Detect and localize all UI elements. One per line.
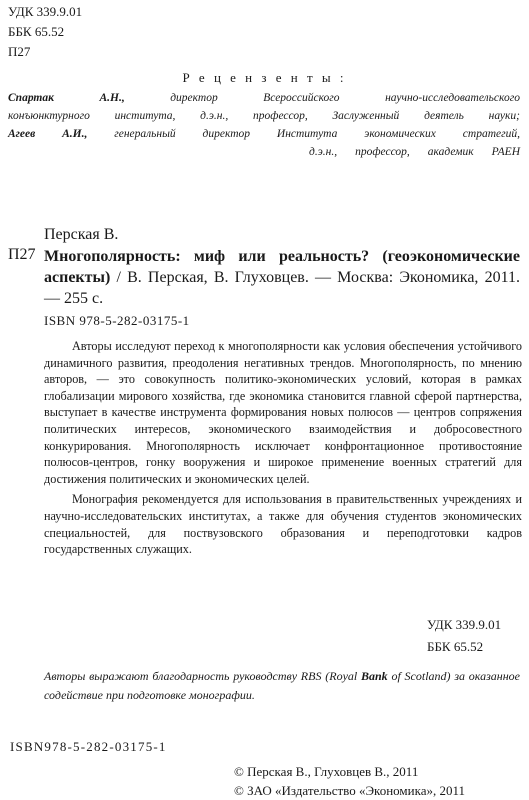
- reviewer-line-2: [8, 110, 520, 122]
- book-publication-info: / В. Перская, В. Глуховцев. — Москва: Экономика, 2011. — 255 с.: [44, 269, 520, 307]
- acknowledgement-text: of Scotland) за оказанное содействие при подготовке монографии.: [44, 669, 521, 702]
- udk-code: УДК 339.9.01: [8, 4, 83, 19]
- reviewer-word: академик: [427, 146, 474, 158]
- reviewer-word: Заслуженный: [332, 110, 400, 122]
- reviewers-heading: Р е ц е н з е н т ы :: [182, 70, 347, 85]
- reviewer-word: д.э.н.,: [309, 146, 338, 158]
- reviewer-word: конъюнктурного: [8, 110, 90, 122]
- book-author: Перская В.: [44, 226, 119, 243]
- abstract: [44, 338, 522, 558]
- author-mark: П27: [8, 44, 31, 59]
- bibliographic-codes-right: [427, 614, 501, 658]
- reviewer-word: экономических: [364, 128, 436, 140]
- book-isbn: ISBN 978-5-282-03175-1: [44, 313, 190, 328]
- acknowledgement: [44, 667, 520, 705]
- abstract-paragraph-1: Авторы исследуют переход к многополярности как условия обеспечения устойчивого динамичного развития, преодоления негативных трендов. Многополярность, по мнению авторов, — это совокупность политико-экономических условий, которая в рамках глобализации мирового хозяйства, где экономика становится главной сферой партнерства, выступает в качестве инструмента формирования новых полюсов — центров сопряжения политических интересов, экономического взаимодействия и добросовестного конкурирования. Многополярность исключает конфронтационное противостояние полюсов-центров, гонку вооружения и широкое применение военных стратегий для достижения политических и экономических целей.: [44, 339, 522, 486]
- reviewer-word: директор: [202, 128, 251, 140]
- copyright-authors: © Перская В., Глуховцев В., 2011: [234, 764, 419, 779]
- bibliographic-codes: [8, 2, 82, 62]
- reviewer-word: РАЕН: [491, 146, 520, 158]
- reviewer-word: А.Н.,: [99, 92, 125, 104]
- reviewer-word: научно-исследовательского: [385, 92, 520, 104]
- reviewer-word: Агеев: [8, 128, 36, 140]
- reviewer-word: А.И.,: [62, 128, 88, 140]
- acknowledgement-bold: Bank: [361, 669, 388, 683]
- isbn-bottom: ISBN978-5-282-03175-1: [10, 739, 167, 754]
- book-author-mark: П27: [8, 246, 36, 263]
- bbk-code: ББК 65.52: [427, 639, 484, 654]
- reviewer-word: д.э.н.,: [200, 110, 229, 122]
- book-title: Многополярность: миф или реальность? (геоэкономические аспекты): [44, 248, 520, 286]
- reviewer-word: Института: [276, 128, 338, 140]
- reviewer-word: института,: [114, 110, 176, 122]
- reviewer-line-3: [8, 128, 520, 140]
- bbk-code: ББК 65.52: [8, 24, 65, 39]
- reviewer-word: директор: [170, 92, 218, 104]
- copyright-publisher: © ЗАО «Издательство «Экономика», 2011: [234, 783, 466, 798]
- reviewer-word: генеральный: [114, 128, 176, 140]
- udk-code: УДК 339.9.01: [427, 617, 502, 632]
- reviewer-word: Всероссийского: [263, 92, 340, 104]
- reviewer-word: профессор,: [355, 146, 410, 158]
- reviewer-word: науки;: [488, 110, 520, 122]
- reviewer-word: профессор,: [253, 110, 308, 122]
- reviewer-word: Спартак: [8, 92, 54, 104]
- reviewer-line-1: [8, 92, 520, 104]
- reviewer-word: деятель: [424, 110, 464, 122]
- book-title-block: [44, 246, 520, 309]
- reviewer-word: стратегий,: [462, 128, 520, 140]
- abstract-paragraph-2: Монография рекомендуется для использования в правительственных учреждениях и научно-исследовательских институтах, а также для обучения студентов экономических специальностей, для поствузовского образования и переподготовки кадров государственных служащих.: [44, 492, 522, 557]
- acknowledgement-text: Авторы выражают благодарность руководству RBS (Royal: [44, 669, 361, 683]
- reviewer-line-4: [8, 146, 520, 158]
